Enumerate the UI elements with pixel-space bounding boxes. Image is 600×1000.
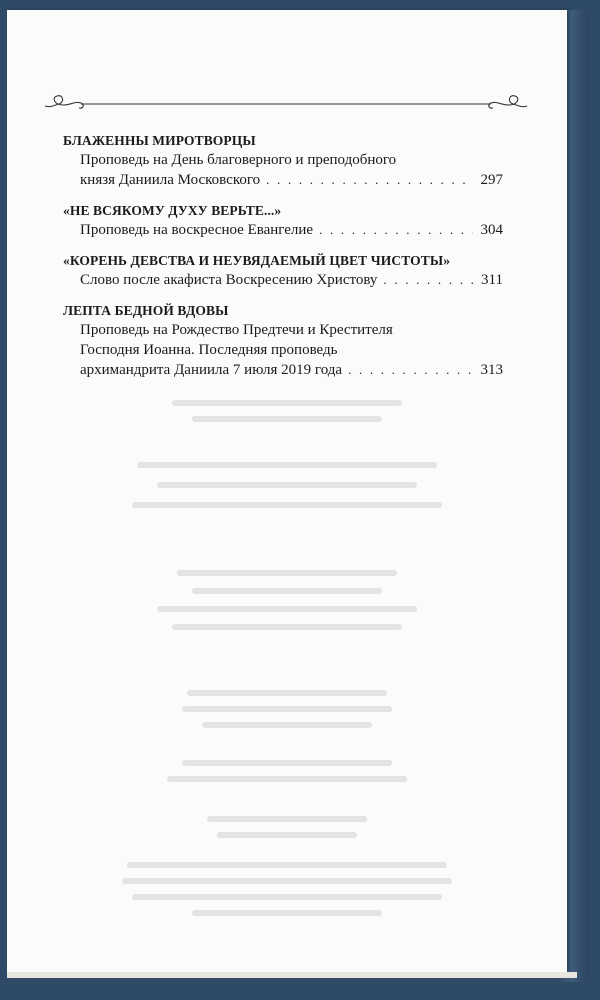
book-page <box>7 10 567 972</box>
page-number: 297 <box>480 172 503 188</box>
dot-leader <box>348 360 473 380</box>
bleed-through-texture <box>7 390 567 930</box>
dot-leader <box>319 220 473 240</box>
toc-entry-line <box>63 360 503 380</box>
toc-entry <box>63 252 503 290</box>
toc-entry <box>63 132 503 190</box>
toc-entry-line <box>63 170 503 190</box>
toc-description-line: архимандрита Даниила 7 июля 2019 года <box>80 362 343 378</box>
ornament-divider-icon <box>41 92 531 116</box>
table-of-contents <box>63 132 503 392</box>
toc-heading: «НЕ ВСЯКОМУ ДУХУ ВЕРЬТЕ...» <box>63 203 282 218</box>
toc-entry <box>63 302 503 380</box>
toc-entry-line <box>63 270 503 290</box>
page-number: 311 <box>481 272 503 288</box>
dot-leader <box>266 170 473 190</box>
page-number: 304 <box>480 222 503 238</box>
toc-entry-line <box>63 220 503 240</box>
toc-description-line: Проповедь на воскресное Евангелие <box>80 222 314 238</box>
toc-description-line: Проповедь на День благоверного и преподобного <box>80 152 397 168</box>
toc-heading: ЛЕПТА БЕДНОЙ ВДОВЫ <box>63 303 229 318</box>
toc-description-line: Проповедь на Рождество Предтечи и Крестителя <box>80 322 393 338</box>
page-edge <box>7 972 577 978</box>
page-number: 313 <box>480 362 503 378</box>
toc-heading: БЛАЖЕННЫ МИРОТВОРЦЫ <box>63 133 256 148</box>
toc-heading: «КОРЕНЬ ДЕВСТВА И НЕУВЯДАЕМЫЙ ЦВЕТ ЧИСТОТЫ» <box>63 253 451 268</box>
dot-leader <box>383 270 473 290</box>
toc-description-line: князя Даниила Московского <box>80 172 261 188</box>
toc-description-line: Слово после акафиста Воскресению Христову <box>80 272 378 288</box>
toc-description-line: Господня Иоанна. Последняя проповедь <box>80 342 338 358</box>
toc-entry <box>63 202 503 240</box>
